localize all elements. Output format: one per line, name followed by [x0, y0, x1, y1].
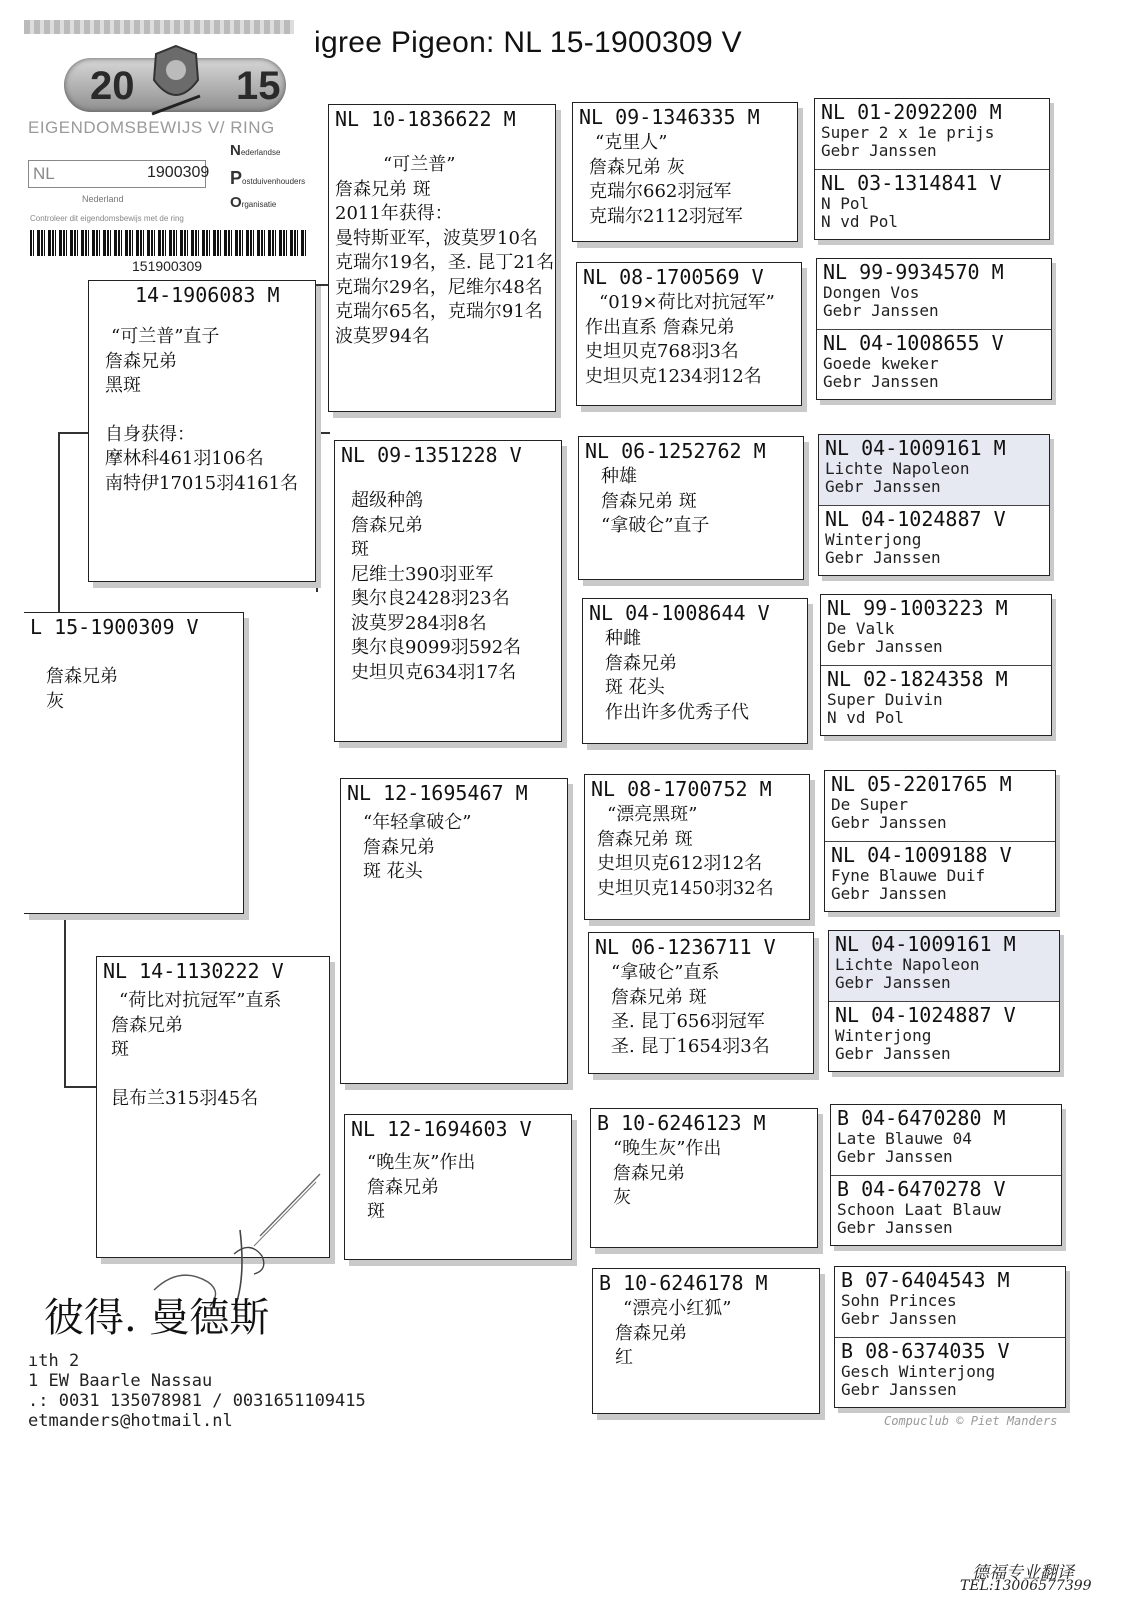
- info-line: 詹森兄弟: [367, 1176, 439, 1198]
- info-line: Gebr Janssen: [823, 301, 939, 320]
- org-line-3: rganisatie: [241, 200, 277, 209]
- info-line: “漂亮黑斑”: [607, 804, 698, 825]
- info-line: Gebr Janssen: [835, 1044, 951, 1063]
- ring-number-header: NL 04-1008644 V: [589, 601, 770, 625]
- info-line: 克瑞尔29名，尼维尔48名: [335, 276, 543, 298]
- info-line: Schoon Laat Blauw: [837, 1200, 1001, 1219]
- info-line: Goede kweker: [823, 354, 939, 373]
- ancestor-pair-box: [824, 770, 1056, 912]
- info-line: Gesch Winterjong: [841, 1362, 996, 1381]
- ring-card: [24, 20, 314, 278]
- sire-box: [88, 280, 316, 582]
- info-line: Winterjong: [825, 530, 922, 549]
- nederland-label: Nederland: [82, 194, 124, 204]
- great-grandparent-box: [584, 774, 810, 920]
- contact-street: ıth 2: [28, 1351, 80, 1371]
- info-line: 超级种鸽: [351, 490, 423, 511]
- info-line: 斑: [111, 1039, 129, 1060]
- info-line: 史坦贝克612羽12名: [597, 853, 763, 874]
- ring-fields: [28, 160, 210, 188]
- info-line: Gebr Janssen: [823, 372, 939, 391]
- info-line: 种雄: [601, 466, 637, 487]
- connector: [64, 1086, 96, 1088]
- ring-number-header: B 10-6246178 M: [599, 1271, 768, 1295]
- ancestor-pair-box: [816, 258, 1052, 400]
- ring-number-header: L 15-1900309 V: [30, 615, 199, 639]
- info-line: 詹森兄弟: [615, 1322, 687, 1344]
- info-line: Gebr Janssen: [825, 548, 941, 567]
- info-line: 圣. 昆丁656羽冠军: [611, 1011, 765, 1032]
- info-line: 史坦贝克1234羽12名: [585, 365, 762, 387]
- info-line: 克瑞尔662羽冠军: [589, 181, 732, 202]
- ring-card-top-strip: [24, 20, 294, 34]
- connector: [34, 914, 244, 916]
- info-line: Gebr Janssen: [835, 973, 951, 992]
- info-line: 2011年获得：: [335, 203, 453, 224]
- ring-number-header: NL 10-1836622 M: [335, 107, 516, 131]
- info-line: Gebr Janssen: [837, 1218, 953, 1237]
- barcode-text: 151900309: [132, 258, 203, 274]
- info-line: 斑: [351, 539, 369, 560]
- grandparent-box: [340, 778, 568, 1084]
- org-letter-o: O: [230, 194, 242, 211]
- ring-number-header: NL 04-1008655 V: [823, 331, 1004, 355]
- info-line: “拿破仑”直子: [601, 515, 710, 536]
- info-line: Gebr Janssen: [821, 141, 937, 160]
- info-line: “晚生灰”作出: [367, 1152, 476, 1173]
- org-line-2: ostduivenhouders: [242, 177, 306, 186]
- ancestor-pair-box: [830, 1104, 1062, 1246]
- info-line: Winterjong: [835, 1026, 932, 1045]
- info-line: 克瑞尔2112羽冠军: [589, 205, 743, 227]
- translator-tel: TEL:13006577399: [960, 1578, 1092, 1594]
- info-line: 波莫罗284羽8名: [351, 612, 487, 634]
- grandparent-box: [328, 104, 556, 412]
- year-right: 15: [236, 64, 281, 108]
- info-line: “拿破仑”直系: [611, 962, 720, 983]
- info-line: De Valk: [827, 619, 895, 638]
- info-line: 波莫罗94名: [335, 325, 430, 347]
- year-left: 20: [90, 64, 135, 108]
- ancestor-pair-box: [818, 434, 1050, 576]
- info-line: 种雌: [605, 628, 641, 649]
- great-grandparent-box: [576, 262, 802, 406]
- compuclub-credit: Compuclub © Piet Manders: [884, 1414, 1058, 1428]
- info-line: Gebr Janssen: [831, 813, 947, 832]
- ring-number-header: NL 05-2201765 M: [831, 772, 1012, 796]
- info-line: 詹森兄弟 斑: [611, 986, 707, 1008]
- info-line: [97, 1063, 329, 1087]
- ring-number-header: NL 12-1694603 V: [351, 1117, 532, 1141]
- info-line: Gebr Janssen: [841, 1309, 957, 1328]
- connector: [58, 432, 88, 434]
- connector: [316, 432, 330, 434]
- ring-number: 1900309: [147, 164, 210, 181]
- page-title: igree Pigeon: NL 15-1900309 V: [314, 26, 742, 59]
- info-line: 史坦贝克1450羽32名: [597, 877, 774, 899]
- ring-number-header: NL 02-1824358 M: [827, 667, 1008, 691]
- lion-emblem-icon: [146, 40, 206, 116]
- info-line: Gebr Janssen: [841, 1380, 957, 1399]
- ring-number-header: NL 09-1346335 M: [579, 105, 760, 129]
- info-line: 自身获得：: [105, 423, 195, 445]
- ring-number-header: B 08-6374035 V: [841, 1339, 1010, 1363]
- great-grandparent-box: [582, 598, 808, 744]
- info-line: 摩林科461羽106名: [105, 448, 264, 469]
- info-line: “可兰普”直子: [111, 326, 220, 347]
- info-line: De Super: [831, 795, 909, 814]
- info-line: 奥尔良2428羽23名: [351, 588, 510, 609]
- info-line: 詹森兄弟 灰: [589, 156, 685, 178]
- info-line: 史坦贝克768羽3名: [585, 341, 739, 362]
- info-line: 斑: [367, 1201, 385, 1222]
- info-line: [89, 399, 315, 423]
- ring-number-header: NL 04-1009161 M: [825, 436, 1006, 460]
- org-letter-n: N: [230, 142, 241, 159]
- ancestor-pair-box: [828, 930, 1060, 1072]
- info-line: 詹森兄弟: [613, 1162, 685, 1184]
- info-line: 圣. 昆丁1654羽3名: [611, 1035, 770, 1057]
- info-line: N vd Pol: [821, 212, 899, 231]
- contact-city: 1 EW Baarle Nassau: [28, 1371, 213, 1391]
- info-line: Gebr Janssen: [827, 637, 943, 656]
- info-line: N Pol: [821, 194, 870, 213]
- info-line: 詹森兄弟 斑: [601, 490, 697, 512]
- info-line: 灰: [46, 690, 64, 712]
- org-logo: [230, 142, 320, 232]
- org-letter-p: P: [230, 168, 243, 188]
- info-line: Super 2 x 1e prijs: [821, 123, 995, 142]
- great-grandparent-box: [590, 1108, 818, 1248]
- contact-phone: .: 0031 135078981 / 0031651109415: [28, 1391, 366, 1411]
- info-line: 詹森兄弟: [363, 836, 435, 858]
- owner-name: 彼得. 曼德斯: [44, 1295, 270, 1341]
- info-line: Lichte Napoleon: [825, 459, 970, 478]
- org-line-1: ederlandse: [240, 148, 281, 157]
- info-line: 詹森兄弟: [105, 350, 177, 372]
- info-line: Super Duivin: [827, 690, 943, 709]
- info-line: [335, 469, 561, 489]
- grandparent-box: [344, 1114, 572, 1260]
- ring-number-header: NL 06-1252762 M: [585, 439, 766, 463]
- ring-number-header: NL 01-2092200 M: [821, 100, 1002, 124]
- info-line: 詹森兄弟: [111, 1014, 183, 1036]
- info-line: Gebr Janssen: [837, 1147, 953, 1166]
- ring-number-header: NL 99-1003223 M: [827, 596, 1008, 620]
- ring-number-header: NL 04-1009161 M: [835, 932, 1016, 956]
- ancestor-pair-box: [814, 98, 1050, 240]
- info-line: Lichte Napoleon: [835, 955, 980, 974]
- ring-fineprint: Controleer dit eigendomsbewijs met de ring: [30, 214, 184, 223]
- ring-number-header: B 10-6246123 M: [597, 1111, 766, 1135]
- info-line: Gebr Janssen: [825, 477, 941, 496]
- barcode: [30, 230, 306, 256]
- info-line: “年轻拿破仑”: [363, 812, 472, 833]
- info-line: 昆布兰315羽45名: [111, 1087, 259, 1109]
- info-line: “可兰普”: [383, 154, 456, 175]
- info-line: N vd Pol: [827, 708, 905, 727]
- ancestor-pair-box: [820, 594, 1052, 736]
- ring-number-header: NL 04-1024887 V: [835, 1003, 1016, 1027]
- info-line: Sohn Princes: [841, 1291, 957, 1310]
- ring-number-header: NL 14-1130222 V: [103, 959, 284, 983]
- great-grandparent-box: [578, 436, 804, 580]
- info-line: 詹森兄弟: [46, 666, 118, 687]
- info-line: 红: [615, 1347, 633, 1368]
- info-line: Dongen Vos: [823, 283, 920, 302]
- great-grandparent-box: [588, 932, 814, 1074]
- info-line: 克瑞尔19名，圣. 昆丁21名: [335, 252, 555, 273]
- info-line: Fyne Blauwe Duif: [831, 866, 986, 885]
- grandparent-box: [334, 440, 562, 742]
- ring-number-header: NL 04-1009188 V: [831, 843, 1012, 867]
- ring-number-header: NL 04-1024887 V: [825, 507, 1006, 531]
- info-line: 南特伊17015羽4161名: [105, 472, 299, 494]
- info-line: Gebr Janssen: [831, 884, 947, 903]
- info-line: “晚生灰”作出: [613, 1138, 722, 1159]
- eigendomsbewijs-label: EIGENDOMSBEWIJS V/ RING: [28, 118, 275, 137]
- info-line: Late Blauwe 04: [837, 1129, 972, 1148]
- ring-number-header: NL 03-1314841 V: [821, 171, 1002, 195]
- info-line: 斑 花头: [605, 677, 665, 698]
- ring-country: NL: [33, 164, 55, 183]
- ring-number-header: NL 06-1236711 V: [595, 935, 776, 959]
- ring-number-header: NL 08-1700752 M: [591, 777, 772, 801]
- info-line: 詹森兄弟 斑: [335, 178, 431, 200]
- info-line: [329, 133, 555, 153]
- info-line: “漂亮小红狐”: [623, 1298, 732, 1319]
- contact-email: etmanders@hotmail.nl: [28, 1411, 233, 1431]
- connector: [58, 432, 60, 612]
- info-line: “荷比对抗冠军”直系: [119, 990, 282, 1011]
- info-line: 奥尔良9099羽592名: [351, 637, 522, 658]
- ring-number-header: B 04-6470280 M: [837, 1106, 1006, 1130]
- info-line: 作出许多优秀子代: [605, 701, 749, 723]
- info-line: 尼维士390羽亚军: [351, 563, 494, 585]
- subject-pigeon-box: [24, 612, 244, 914]
- info-line: “019×荷比对抗冠军”: [599, 292, 775, 313]
- info-line: 詹森兄弟 斑: [597, 828, 693, 850]
- ancestor-pair-box: [834, 1266, 1066, 1408]
- connector: [316, 432, 318, 592]
- info-line: 克瑞尔65名，克瑞尔91名: [335, 301, 543, 322]
- great-grandparent-box: [572, 102, 798, 242]
- ring-number-header: NL 12-1695467 M: [347, 781, 528, 805]
- info-line: 詹森兄弟: [605, 652, 677, 674]
- connector: [64, 918, 66, 1086]
- translator-name: 德福专业翻译: [972, 1563, 1074, 1583]
- info-line: [345, 1143, 571, 1151]
- great-grandparent-box: [592, 1268, 820, 1414]
- info-line: “克里人”: [595, 132, 668, 153]
- ring-number-header: B 07-6404543 M: [841, 1268, 1010, 1292]
- info-line: 黑斑: [105, 375, 141, 396]
- info-line: 斑 花头: [363, 861, 423, 882]
- ring-number-header: B 04-6470278 V: [837, 1177, 1006, 1201]
- info-line: 曼特斯亚军，波莫罗10名: [335, 227, 538, 249]
- info-line: 作出直系 詹森兄弟: [585, 316, 735, 338]
- ring-number-header: NL 09-1351228 V: [341, 443, 522, 467]
- info-line: 灰: [613, 1187, 631, 1208]
- info-line: 詹森兄弟: [351, 514, 423, 536]
- ring-number-header: NL 99-9934570 M: [823, 260, 1004, 284]
- ring-number-header: 14-1906083 M: [135, 283, 280, 307]
- info-line: 史坦贝克634羽17名: [351, 661, 517, 683]
- ring-number-header: NL 08-1700569 V: [583, 265, 764, 289]
